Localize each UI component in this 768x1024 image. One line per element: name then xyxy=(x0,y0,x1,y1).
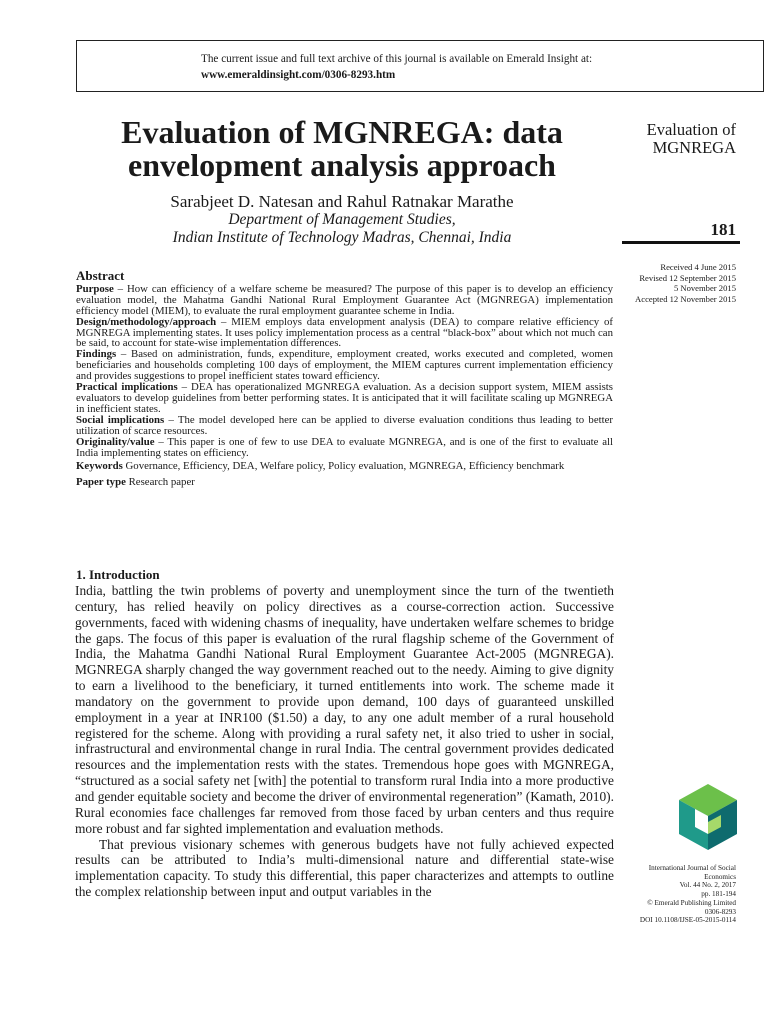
abstract-purpose-label: Purpose xyxy=(76,282,114,295)
abstract-practical-label: Practical implications xyxy=(76,381,178,394)
margin-rule xyxy=(622,241,740,244)
running-head xyxy=(647,121,736,157)
journal-volume: Vol. 44 No. 2, 2017 xyxy=(679,881,736,890)
abstract-findings-text: – Based on administration, funds, expenditure, employment created, works executed and completed, women beneficiaries and households completing 100 days of employment, the MIEM captures current implementation efficiency and provides suggestions to propel inefficient states toward efficiency. xyxy=(76,348,613,383)
abstract-findings-label: Findings xyxy=(76,348,117,361)
notice-url-link[interactable]: www.emeraldinsight.com/0306-8293.htm xyxy=(201,69,396,81)
abstract-findings xyxy=(76,349,613,382)
journal-doi: DOI 10.1108/IJSE-05-2015-0114 xyxy=(639,916,736,925)
introduction-paragraph-2: That previous visionary schemes with generous budgets have not fully achieved expected results can be attributed to India’s multi-dimensional nature and differential state-wise implementation capacity. To study this differential, this paper characterizes and attempts to outline the complex relationship between input and output variables in the xyxy=(75,836,614,900)
abstract-practical-text: – DEA has operationalized MGNREGA evaluation. As a decision support system, MIEM assists evaluators to develop guidelines from better performing states. It is anticipated that it will facilitate scaling up MGNREGA in inefficient states. xyxy=(76,381,613,415)
abstract-purpose-text: – How can efficiency of a welfare scheme be measured? The purpose of this paper is to develop an efficiency evaluation model, the Mahatma Gandhi National Rural Employment Guarantee Act (MGNREGA) implementation efficiency model (MIEM), to evaluate the rural employment guarantee scheme in India. xyxy=(76,282,613,317)
journal-name-line-2: Economics xyxy=(704,872,736,881)
abstract-design-label: Design/methodology/approach xyxy=(76,315,217,328)
abstract-social-label: Social implications xyxy=(76,413,165,426)
article-dates xyxy=(635,262,736,304)
introduction-body xyxy=(75,583,614,900)
affiliation-line-2: Indian Institute of Technology Madras, Chennai, India xyxy=(172,229,512,246)
abstract-heading: Abstract xyxy=(76,268,125,283)
article-authors: Sarabjeet D. Natesan and Rahul Ratnakar Marathe xyxy=(170,192,514,211)
keywords-text: Governance, Efficiency, DEA, Welfare policy, Policy evaluation, MGNREGA, Efficiency benchmark xyxy=(122,460,565,473)
page-number: 181 xyxy=(710,220,736,239)
article-title: Evaluation of MGNREGA: data envelopment analysis approach xyxy=(121,114,563,183)
running-head-line-2: MGNREGA xyxy=(652,138,736,157)
introduction-paragraph-1: India, battling the twin problems of poverty and unemployment since the turn of the twentieth century, has relied heavily on policy directives as a course-correction action. Successive governments, faced with widening chasms of inequality, have undertaken welfare schemes to bridge the gaps. The focus of this paper is evaluation of the rural flagship scheme of the Government of India, the Mahatma Gandhi National Rural Employment Guarantee Act-2005 (MGNREGA). MGNREGA sharply changed the way government reached out to the needy. Aiming to give dignity to earn a livelihood to the beneficiary, it turned entitlements into work. The scheme made it mandatory on the government to provide upon demand, 100 days of guaranteed unskilled employment in a year at INR100 ($1.50) a day, to any one adult member of a rural household registered for the scheme. Along with providing a rural safety net, it also tried to usher in social, infrastructural and environmental change in rural India. The central government provides dedicated resources and the implementation rests with the states. Tremendous hope goes with MGNREGA, “structured as a social safety net [with] the potential to transform rural India into a more productive and gender equitable society and become the driver of environmental regeneration” (Kamath, 2010). Rural economies face challenges far removed from those faced by urban centers and thus require more robust and far sighted implementation and evaluation methods. xyxy=(75,583,614,836)
journal-name-line-1: International Journal of Social xyxy=(648,864,736,872)
publisher-logo-icon xyxy=(677,782,739,852)
paper-type-text: Research paper xyxy=(125,476,195,489)
abstract-originality-label: Originality/value xyxy=(76,435,155,448)
journal-copyright: © Emerald Publishing Limited xyxy=(647,898,736,907)
running-head-line-1: Evaluation of xyxy=(646,120,736,139)
journal-issn: 0306-8293 xyxy=(704,907,736,916)
abstract-purpose xyxy=(76,284,613,317)
affiliation-line-1: Department of Management Studies, xyxy=(228,211,456,228)
abstract-design xyxy=(76,317,613,350)
paper-type-label: Paper type xyxy=(76,476,126,489)
abstract-design-text: – MIEM employs data envelopment analysis (DEA) to compare relative efficiency of MGNREGA implementing states. It uses policy implementation process as a central “black-box” about which not much can be said, to account for state-wise implementation differences. xyxy=(76,315,613,350)
notice-text: The current issue and full text archive of this journal is available on Emerald Insight at: xyxy=(201,53,593,65)
date-received: Received 4 June 2015 xyxy=(660,262,736,272)
date-revised-2: 5 November 2015 xyxy=(673,283,736,294)
abstract-social-text: – The model developed here can be applied to diverse evaluation conditions thus leading to better utilization of scarce resources. xyxy=(76,413,613,437)
journal-notice-box xyxy=(76,40,764,92)
abstract-paper-type xyxy=(76,477,613,488)
abstract-originality xyxy=(76,437,613,459)
keywords-label: Keywords xyxy=(76,460,123,473)
journal-pages: pp. 181-194 xyxy=(701,890,736,899)
abstract-keywords xyxy=(76,461,613,472)
journal-info xyxy=(606,864,736,925)
date-revised-1: Revised 12 September 2015 xyxy=(639,272,736,283)
abstract-social xyxy=(76,415,613,437)
abstract-originality-text: – This paper is one of few to use DEA to evaluate MGNREGA, and is one of the first to evaluate all India implementing states on efficiency. xyxy=(76,435,613,459)
abstract xyxy=(76,268,613,489)
section-heading-introduction: 1. Introduction xyxy=(76,567,160,582)
abstract-practical xyxy=(76,382,613,415)
date-accepted: Accepted 12 November 2015 xyxy=(635,293,736,304)
